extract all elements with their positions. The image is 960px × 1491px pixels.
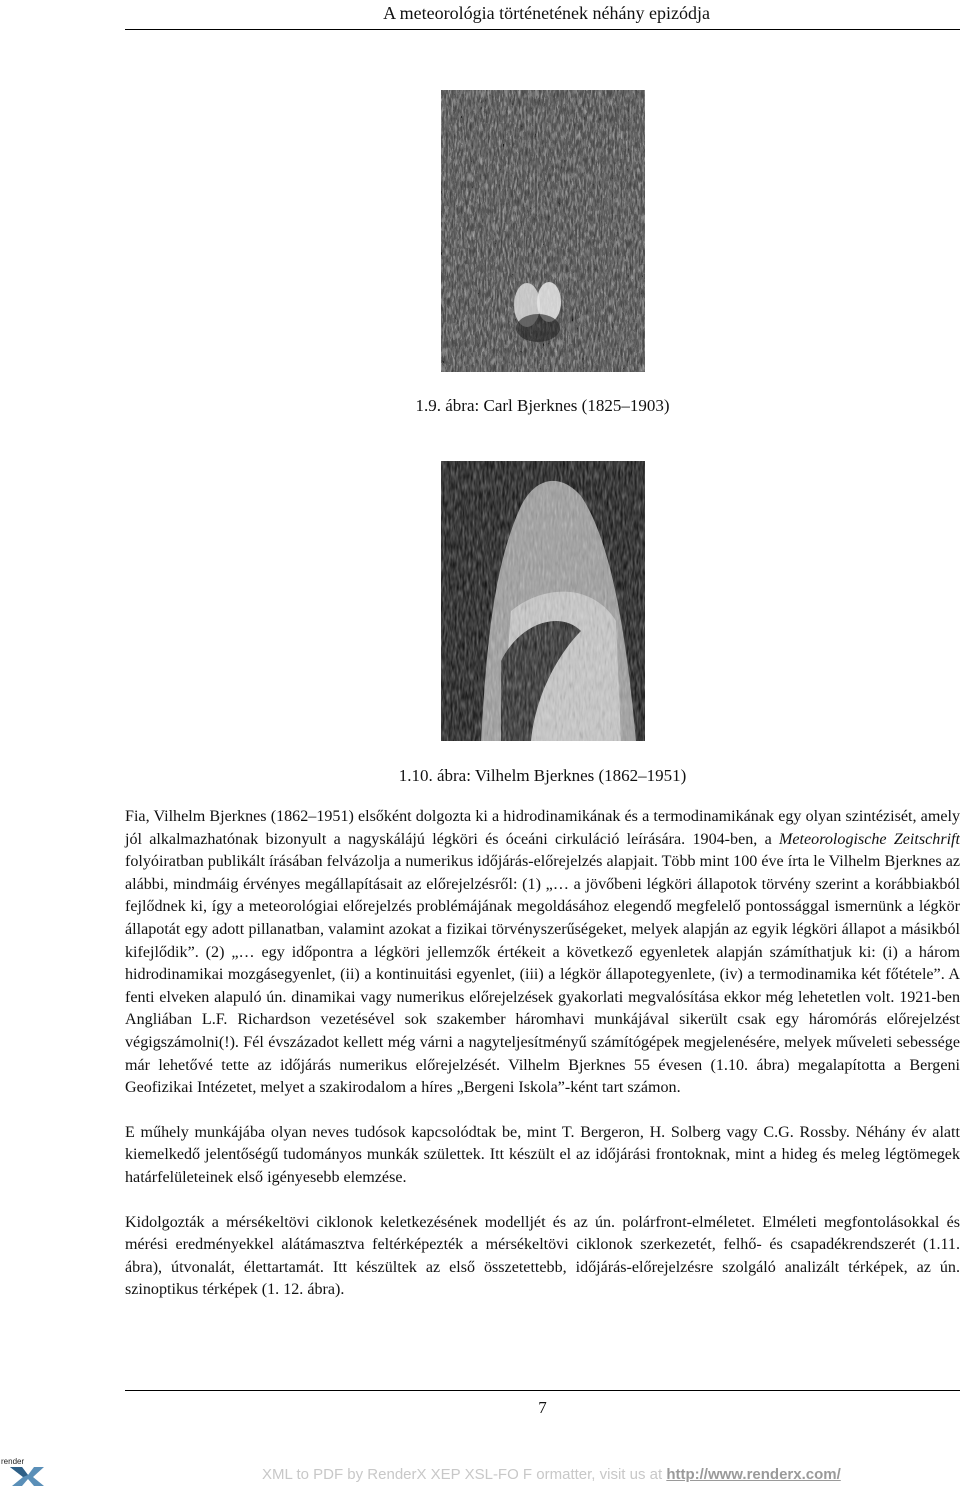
paragraph-2: E műhely munkájába olyan neves tudósok kapcsolódtak be, mint T. Bergeron, H. Solberg vagy C.G. Rossby. Néhány év alatt kiemelkedő jelentőségű tudományos munkák születtek. Itt készült el az időjárási frontoknak, mint a hideg és meleg légtömegek határfelületeinek első igényesebb elemzése.: [125, 1123, 960, 1186]
header-divider: [125, 29, 960, 30]
footer-divider: [125, 1390, 960, 1391]
running-header: [125, 0, 960, 28]
paragraph-1: [125, 806, 960, 1100]
watermark-link[interactable]: http://www.renderx.com/: [666, 1466, 841, 1483]
watermark-text: XML to PDF by RenderX XEP XSL-FO F ormatter, visit us at: [262, 1466, 667, 1483]
journal-title: Meteorologische Zeitschrift: [779, 830, 960, 848]
renderx-logo: [0, 1455, 44, 1486]
body-text: [125, 806, 960, 1324]
logo-text: render: [1, 1457, 25, 1466]
renderx-watermark: [262, 1466, 841, 1483]
portrait-photo-vilhelm-bjerknes: [441, 461, 645, 741]
paragraph-1-part-b: folyóiratban publikált írásában felvázolja a numerikus időjárás-előrejelzés alapjait. Több mint 100 éve írta le Vilhelm Bjerknes az alábbi, mindmáig érvényes megállapításait az előrejelzésről: (1) „… a jövőbeni légköri állapotok törvény szerint a korábbiakból fejlődnek ki, így a meteorológiai előrejelzés problémájának megoldásához elegendő megfelelő pontossággal ismernünk a légkör állapotát egy adott pillanatban, valamint azokat a fizikai törvényszerűségeket, melyek alapján az egyik légköri állapot a másikból kifejlődik”. (2) „… egy időpontra a légköri jellemzők értékeit a következő egyenletek alapján számíthatjuk ki: (i) a három hidrodinamikai mozgásegyenlet, (ii) a kontinuitási egyenlet, (iii) a légkör állapotegyenlete, (iv) a termodinamika két főtétele”. A fenti elveken alapuló ún. dinamikai vagy numerikus előrejelzések gyakorlati megvalósítása ekkor még lehetetlen volt. 1921-ben Angliában L.F. Richardson vezetésével sok szakember háromhavi munkájával sikerült csak egy háromórás előrejelzést végigszámolni(!). Fél évszázadot kellett még várni a nagyteljesítményű számítógépek megjelenésére, melyek műveleti sebessége már lehetővé tette az időjárás numerikus előrejelzését. Vilhelm Bjerknes 55 évesen (1.10. ábra) megalapította a Bergeni Geofizikai Intézetet, melyet a szakirodalom a híres „Bergeni Iskola”-ként tart számon.: [125, 853, 960, 1097]
figure-caption-1-9: 1.9. ábra: Carl Bjerknes (1825–1903): [415, 396, 670, 415]
paragraph-3: Kidolgozták a mérsékeltövi ciklonok keletkezésének modelljét és az ún. polárfront-elméletet. Elméleti megfontolásokkal és mérési eredményekkel alátámasztva feltérképezték a mérsékeltövi ciklonok szerkezetét, felhő- és csapadékrendszerét (1.11. ábra), útvonalát, élettartamát. Itt készültek az első összetettebb, időjárás-előrejelzésre szolgáló analizált térképek, az ún. szinoptikus térképek (1. 12. ábra).: [125, 1213, 960, 1299]
page-number: 7: [538, 1398, 547, 1417]
portrait-photo-carl-bjerknes: [441, 90, 645, 372]
paragraph-1-part-a: Fia, Vilhelm Bjerknes (1862–1951) elsőként dolgozta ki a hidrodinamikának és a termodinamikának egy olyan szintézisét, amely jól alkalmazhatónak bizonyult a nagyskálájú légköri és óceáni cirkuláció leírására. 1904-ben, a: [125, 808, 960, 848]
header-title: A meteorológia történetének néhány epizódja: [383, 3, 710, 23]
figure-caption-1-10: 1.10. ábra: Vilhelm Bjerknes (1862–1951): [398, 766, 687, 785]
